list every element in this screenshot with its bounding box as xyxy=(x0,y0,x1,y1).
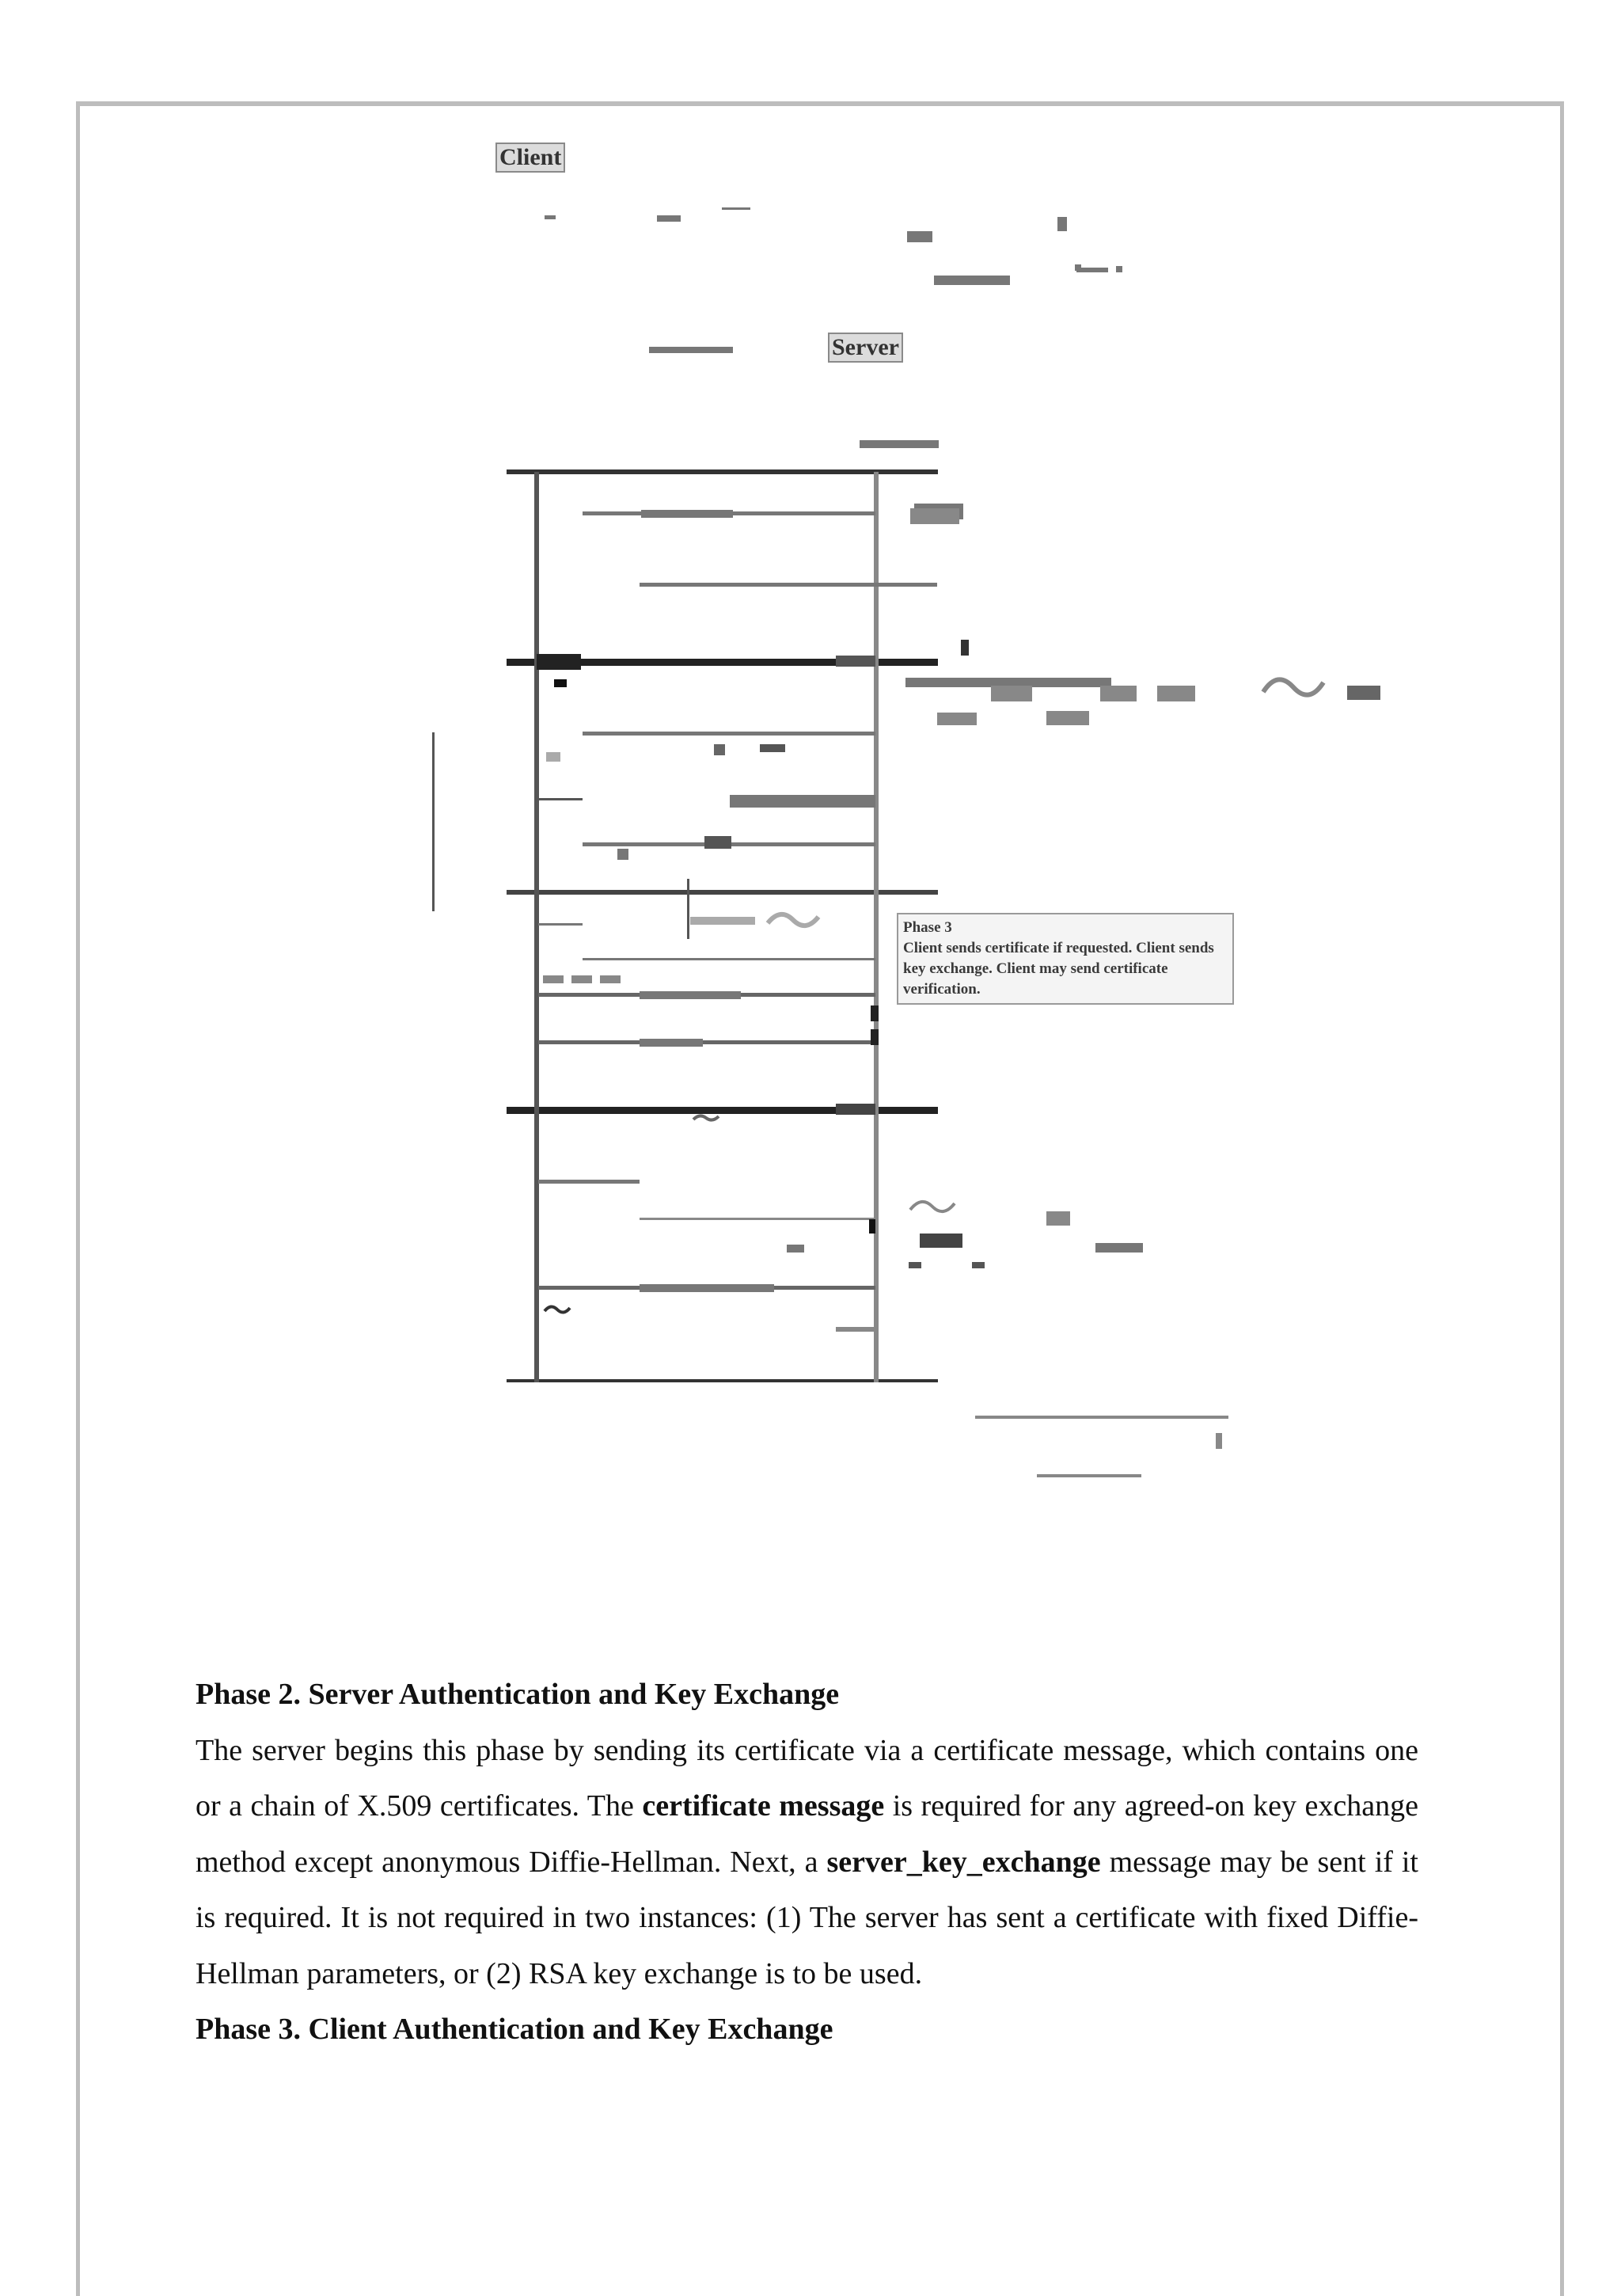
paragraph-text-2: is required for any agreed-on key exchange method except anonymous Diffie-Hellman. Next, a xyxy=(196,1789,1418,1879)
phase1-top-rule xyxy=(507,469,938,474)
phase3-heading: Phase 3. Client Authentication and Key Exchange xyxy=(196,2013,833,2046)
client-label: Client xyxy=(495,143,565,173)
server-key-exchange-term: server_key_exchange xyxy=(826,1845,1101,1879)
phase3-callout xyxy=(897,913,1234,1005)
phase3-messages xyxy=(432,732,879,1047)
phase2-heading: Phase 2. Server Authentication and Key Exchange xyxy=(196,1678,840,1711)
document-body xyxy=(196,1667,1418,2058)
certificate-message-term: certificate message xyxy=(642,1789,885,1823)
phase3-callout-title: Phase 3 xyxy=(903,919,952,936)
server-label: Server xyxy=(828,333,903,363)
paragraph-text-1: The server begins this phase by sending its certificate via a certificate message, which contains one or a chain of X.509 certificates. The xyxy=(196,1733,1418,1823)
phase3-callout-text: Client sends certificate if requested. Client sends key exchange. Client may send certificate verification. xyxy=(903,940,1214,998)
phase2-messages xyxy=(537,640,1380,860)
client-timeline xyxy=(534,472,539,1382)
phase2-paragraph xyxy=(196,1723,1418,2002)
phase1-messages xyxy=(583,508,959,587)
paragraph-text-3: message may be sent if it is required. It is not required in two instances: (1) The server has sent a certificate with fixed Diffie-Hellman parameters, or (2) RSA key exchange is to be used. xyxy=(196,1845,1418,1990)
phase2-phase3-rule xyxy=(507,890,938,895)
server-timeline xyxy=(874,472,879,1382)
phase4-bottom-rule xyxy=(507,1379,938,1382)
